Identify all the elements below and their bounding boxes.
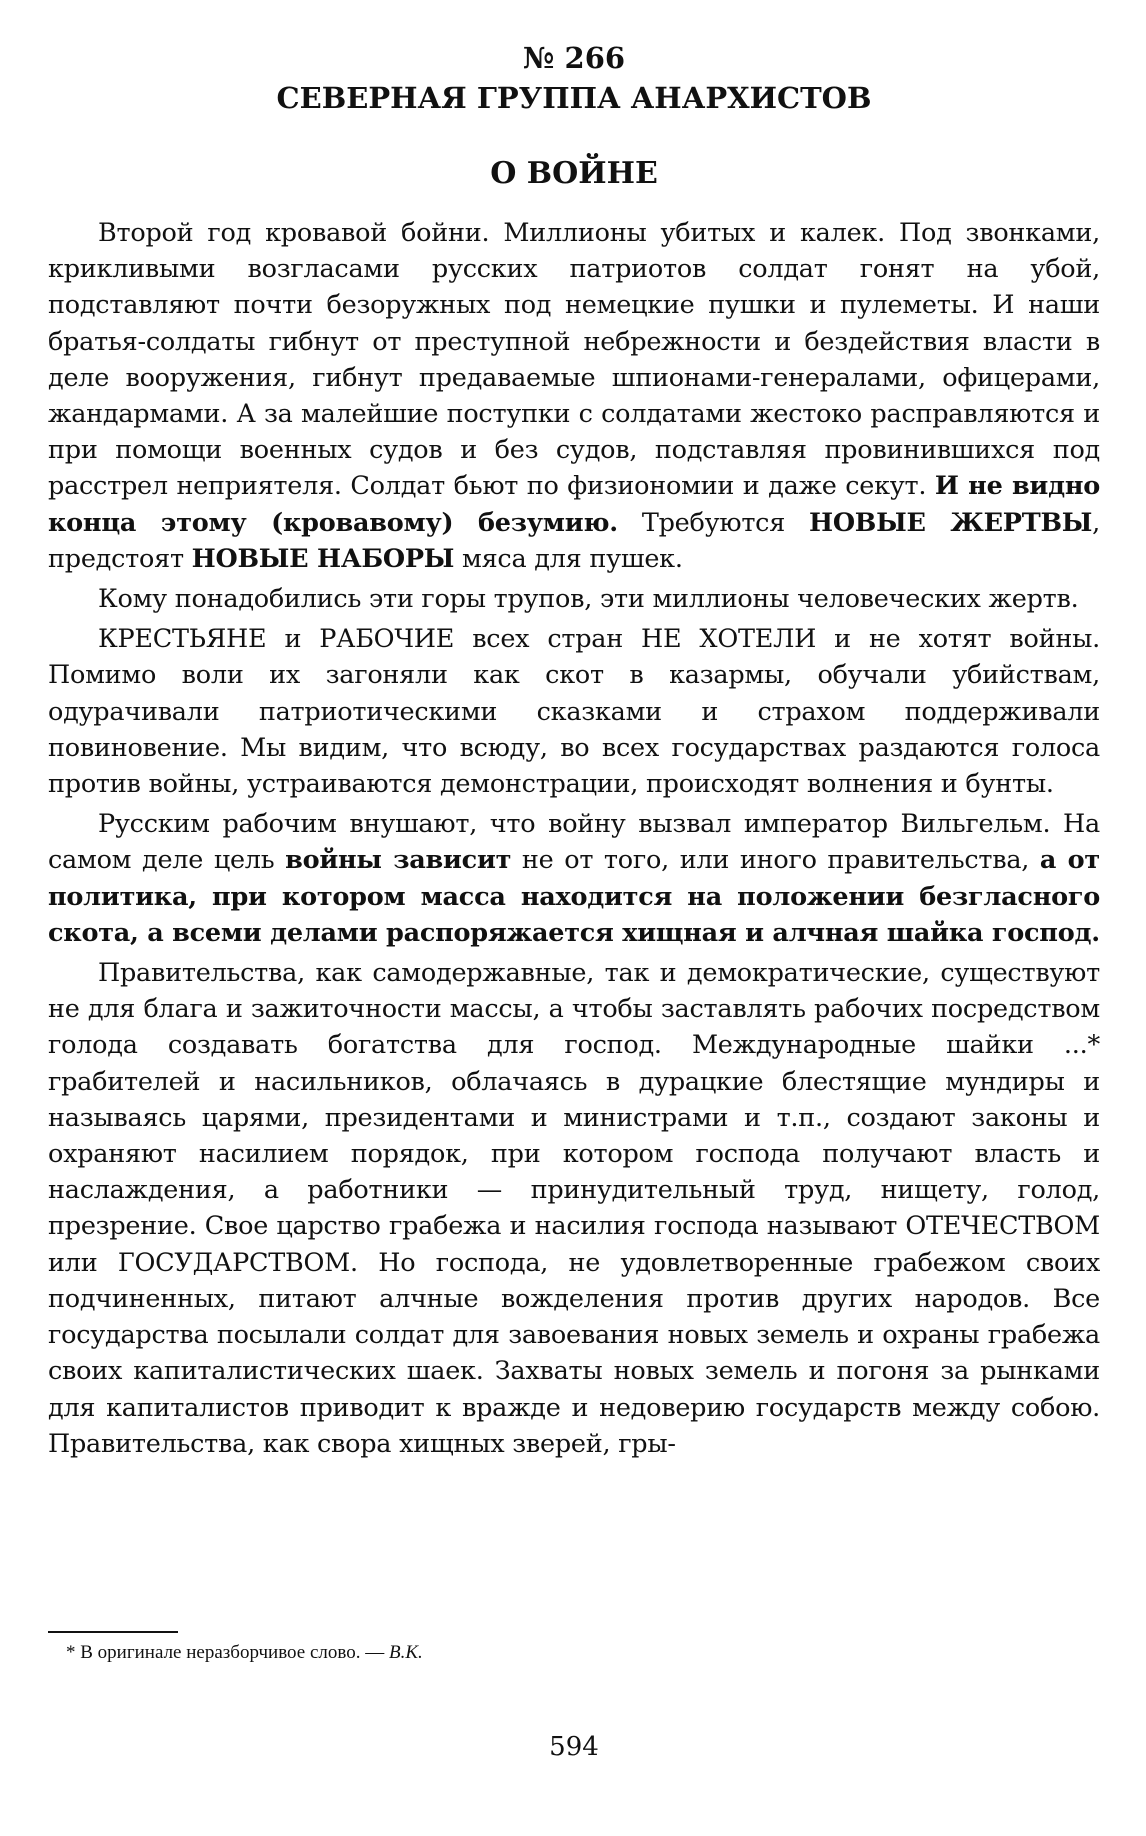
p1-text-4: мяса для пушек.: [454, 543, 683, 574]
p1-bold-phrase: И не видно конца этому (кровавому) безумию.: [48, 471, 1100, 538]
paragraph-4: [48, 806, 1100, 951]
paragraph-5: Правительства, как самодержавные, так и демократические, существуют не для блага и зажиточности массы, а чтобы заставлять рабочих посредством голода создавать богатства для господ. Международные шайки ...* грабителей и насильников, облачаясь в дурацкие блестящие мундиры и называясь царями, президентами и министрами и т.п., создают законы и охраняют насилием порядок, при котором господа получают власть и наслаждения, а работники — принудительный труд, нищету, голод, презрение. Свое царство грабежа и насилия господа называют ОТЕЧЕСТВОМ или ГОСУДАРСТВОМ. Но господа, не удовлетворенные грабежом своих подчиненных, питают алчные вожделения против других народов. Все государства посылали солдат для завоевания новых земель и охраны грабежа своих капиталистических шаек. Захваты новых земель и погоня за рынками для капиталистов приводит к вражде и недоверию государств между собою. Правительства, как свора хищных зверей, гры-: [48, 958, 1100, 1459]
footnote-marker: *: [66, 1642, 76, 1663]
body-text: [48, 215, 1100, 1462]
p1-text: Второй год кровавой бойни. Миллионы убитых и калек. Под звонками, крикливыми возгласами русских патриотов солдат гонят на убой, подставляют почти безоружных под немецкие пушки и пулеметы. И наши братья-солдаты гибнут от преступной небрежности и бездействия власти в деле вооружения, гибнут предаваемые шпионами-генералами, офицерами, жандармами. А за малейшие поступки с солдатами жестоко расправляются и при помощи военных судов и без судов, подставляя провинившихся под расстрел неприятеля. Солдат бьют по физиономии и даже секут.: [48, 218, 1100, 502]
paragraph-1: [48, 215, 1100, 577]
paragraph-3: КРЕСТЬЯНЕ и РАБОЧИЕ всех стран НЕ ХОТЕЛИ и не хотят войны. Помимо воли их загоняли как скот в казармы, обучали убийствам, одурачивали патриотическими сказками и страхом поддерживали повиновение. Мы видим, что всюду, во всех государствах раздаются голоса против войны, устраиваются демонстрации, происходят волнения и бунты.: [48, 624, 1100, 800]
p4-text: Русским рабочим внушают, что войну вызвал император Вильгельм. На самом деле цель: [48, 809, 1100, 876]
p1-text-3: , предстоят: [48, 507, 1100, 574]
document-title: СЕВЕРНАЯ ГРУППА АНАРХИСТОВ: [276, 81, 872, 115]
footnote-author: В.К.: [388, 1642, 423, 1663]
footnote-rule: [48, 1631, 178, 1633]
footnote-text: В оригинале неразборчивое слово. —: [80, 1642, 389, 1663]
page-number: 594: [549, 1732, 599, 1762]
document-number: № 266: [522, 41, 626, 75]
p4-bold-1: войны зависит: [285, 845, 512, 876]
p1-text-2: Требуются: [617, 507, 809, 538]
p4-bold-2: а от политика, при котором масса находится на положении безгласного скота, а всеми делами распоряжается хищная и алчная шайка господ.: [48, 845, 1100, 948]
document-page: [48, 38, 1100, 1828]
document-subtitle: О ВОЙНЕ: [490, 156, 658, 191]
p1-new-victims: НОВЫЕ ЖЕРТВЫ: [809, 507, 1093, 538]
p4-text-2: не от того, или иного правительства,: [511, 845, 1040, 876]
paragraph-2: Кому понадобились эти горы трупов, эти миллионы человеческих жертв.: [98, 584, 1079, 615]
footnote: [66, 1640, 423, 1666]
p1-new-recruitments: НОВЫЕ НАБОРЫ: [191, 543, 455, 574]
